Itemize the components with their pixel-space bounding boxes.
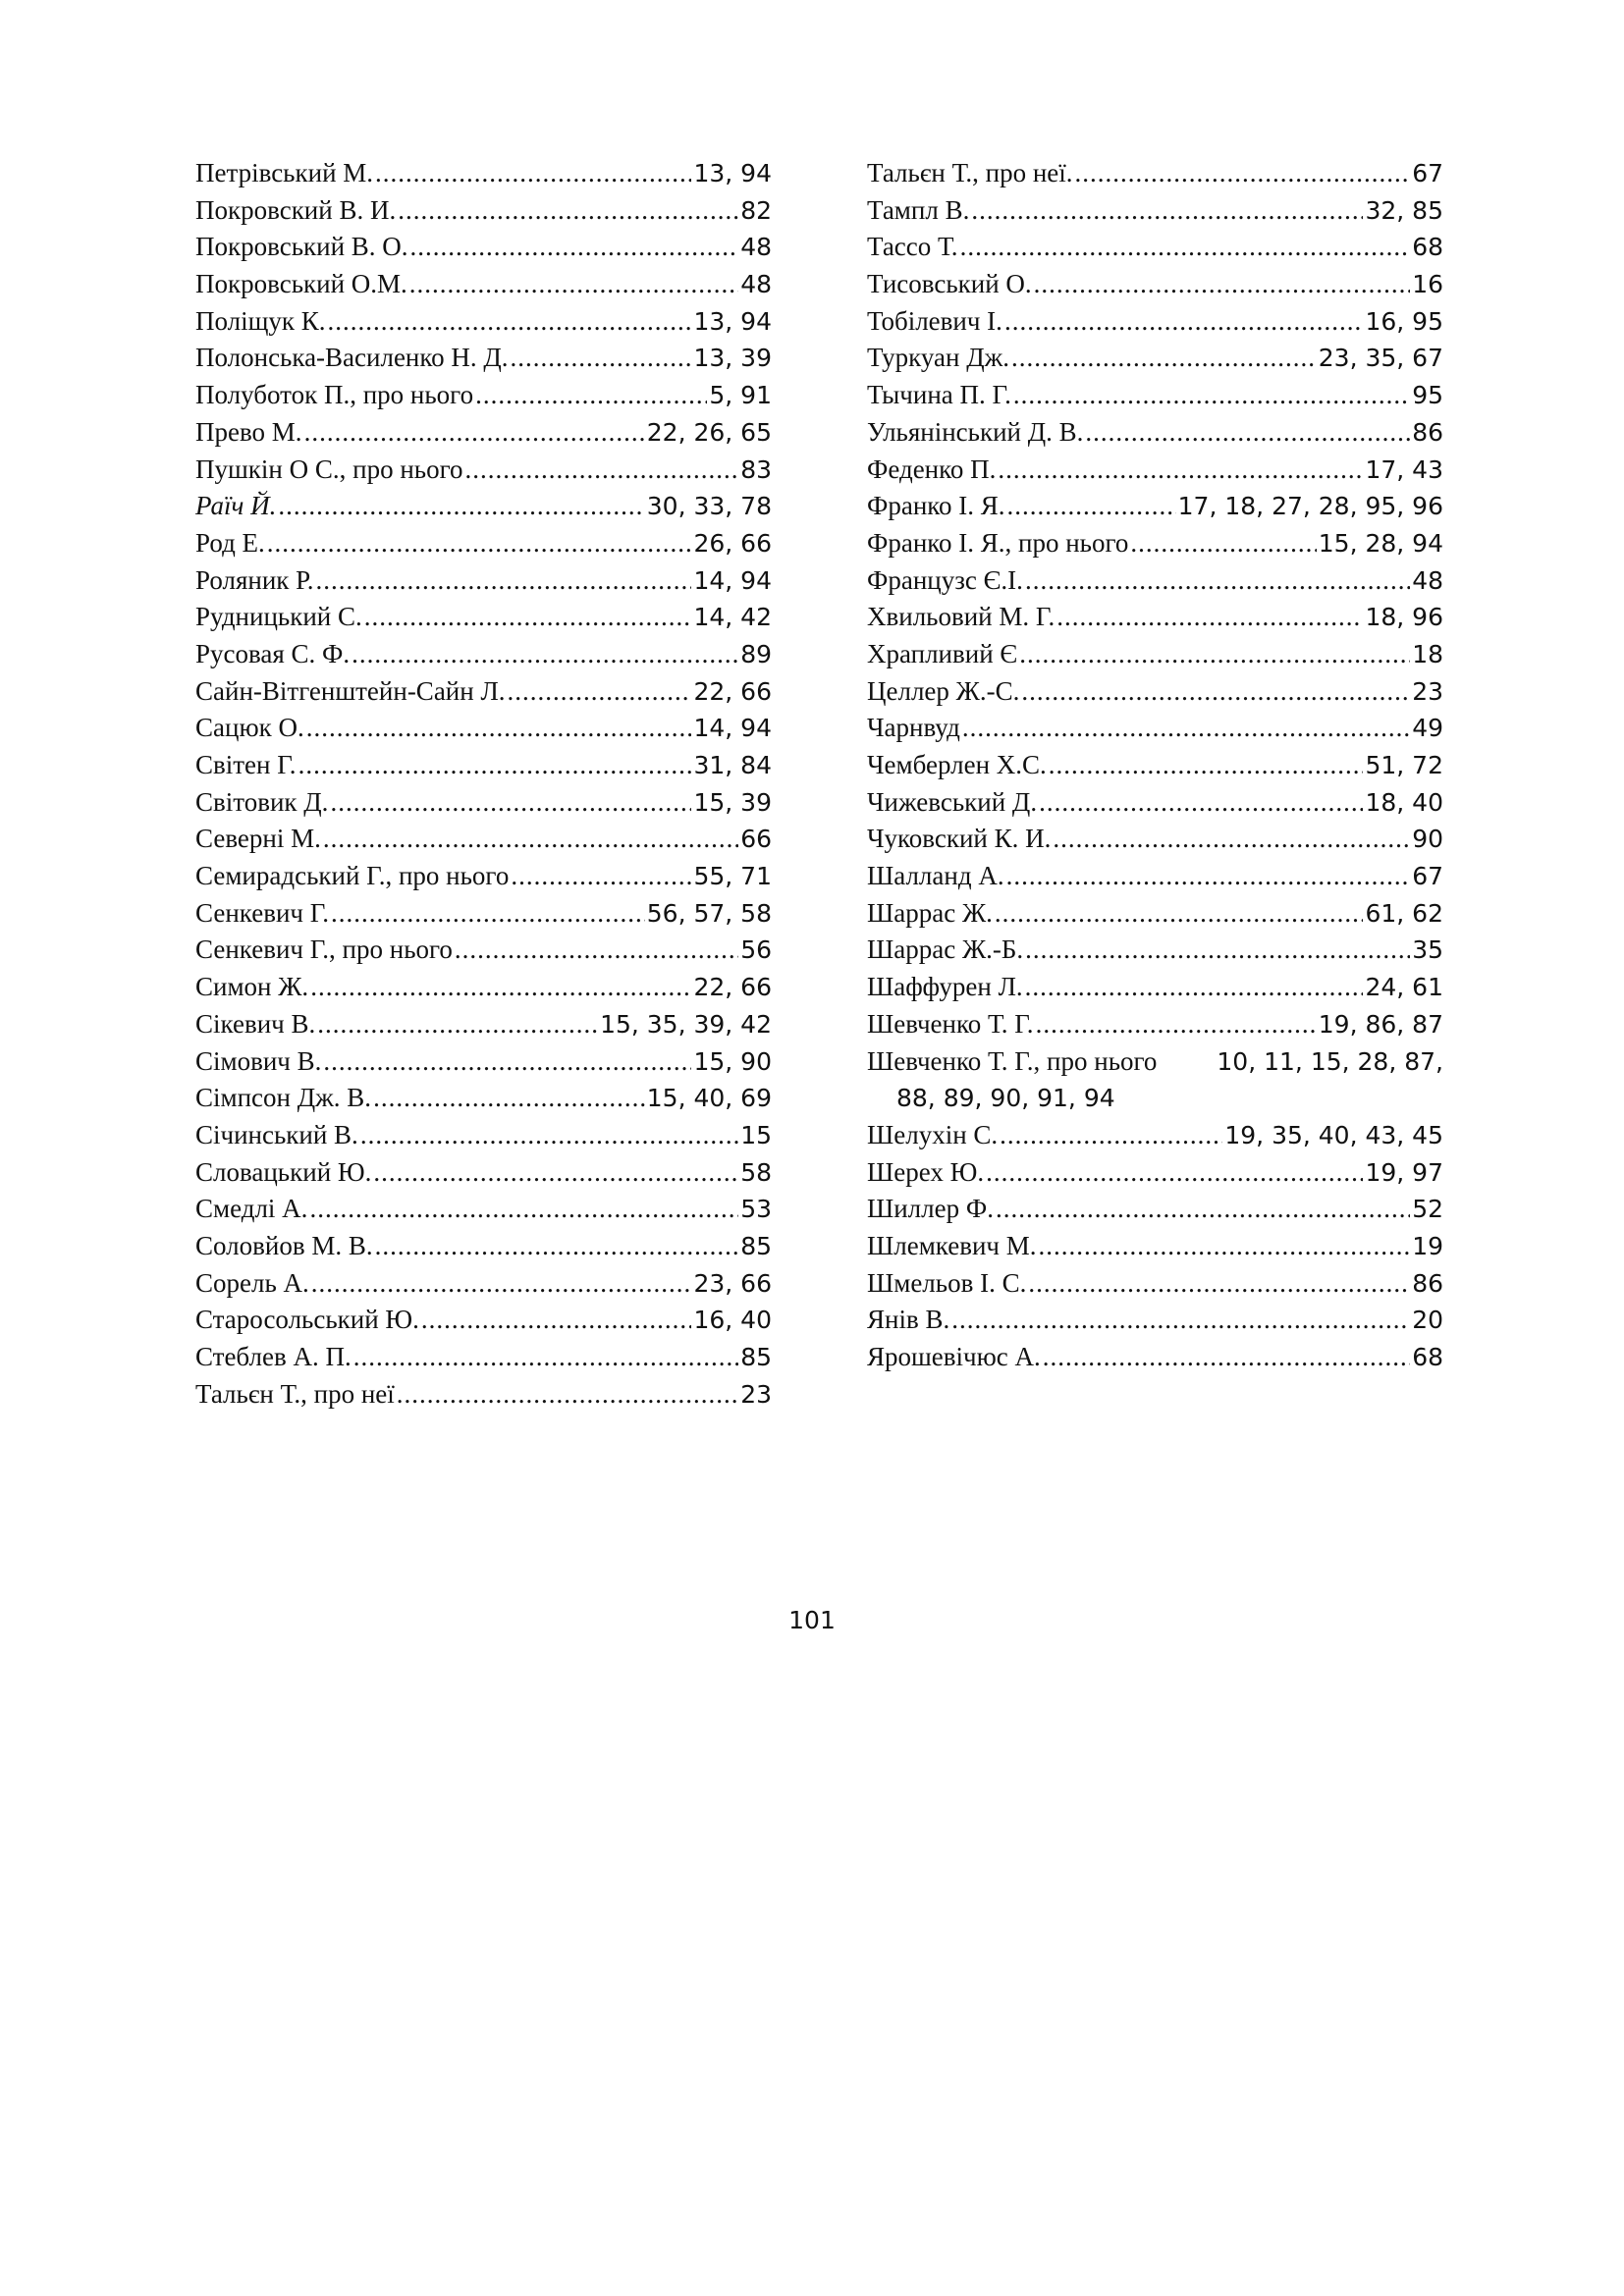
index-entry bbox=[195, 525, 772, 562]
entry-pages: 15, 35, 39, 42 bbox=[600, 1009, 772, 1039]
leader-dots bbox=[996, 1191, 1410, 1228]
entry-name: Шаффурен Л. bbox=[867, 972, 1023, 1002]
index-entry bbox=[195, 932, 772, 969]
entry-name: Северні М. bbox=[195, 824, 321, 854]
entry-name: Світовик Д. bbox=[195, 786, 329, 817]
leader-dots bbox=[352, 636, 738, 673]
index-entry bbox=[867, 155, 1443, 192]
entry-name: Чижевський Д. bbox=[867, 786, 1038, 817]
entry-name: Січинський В. bbox=[195, 1119, 358, 1149]
index-entry bbox=[867, 1191, 1443, 1228]
entry-name: Семирадський Г., про нього bbox=[195, 861, 510, 891]
leader-dots bbox=[310, 969, 691, 1006]
leader-dots bbox=[1025, 562, 1410, 600]
entry-pages: 18, 40 bbox=[1365, 787, 1443, 817]
leader-dots bbox=[1004, 303, 1364, 341]
entry-name: Тальєн Т., про неї. bbox=[867, 158, 1073, 187]
leader-dots bbox=[1006, 858, 1411, 895]
entry-name: Франко І. Я. bbox=[867, 491, 1005, 521]
leader-dots bbox=[1085, 414, 1410, 452]
entry-pages: 48 bbox=[740, 233, 772, 262]
entry-pages: 16 bbox=[1412, 270, 1443, 299]
entry-name: Феденко П. bbox=[867, 454, 997, 484]
index-entry bbox=[867, 229, 1443, 266]
entry-pages: 13, 94 bbox=[693, 306, 772, 336]
index-entry bbox=[195, 784, 772, 822]
leader-dots bbox=[1056, 599, 1363, 636]
entry-pages: 51, 72 bbox=[1365, 751, 1443, 779]
leader-dots bbox=[1025, 969, 1364, 1006]
entry-pages: 23, 35, 67 bbox=[1318, 344, 1443, 373]
index-entry bbox=[195, 562, 772, 600]
entry-name: Чуковский К. И. bbox=[867, 824, 1052, 854]
entry-pages: 5, 91 bbox=[709, 381, 772, 410]
index-entry bbox=[195, 1339, 772, 1376]
index-entry bbox=[195, 1191, 772, 1228]
index-entry bbox=[867, 340, 1443, 377]
entry-name: Тисовський О. bbox=[867, 269, 1032, 299]
index-entry bbox=[195, 969, 772, 1006]
leader-dots bbox=[464, 452, 738, 489]
leader-dots bbox=[1036, 1006, 1317, 1043]
index-entry bbox=[867, 599, 1443, 636]
entry-pages: 22, 66 bbox=[693, 973, 772, 1002]
entry-pages: 83 bbox=[740, 454, 772, 484]
entry-pages: 85 bbox=[740, 1231, 772, 1260]
entry-name: Туркуан Дж. bbox=[867, 343, 1010, 373]
leader-dots bbox=[455, 932, 738, 969]
index-entry bbox=[867, 710, 1443, 747]
entry-name: Шерех Ю. bbox=[867, 1156, 985, 1187]
entry-name: Шаррас Ж. bbox=[867, 897, 993, 928]
entry-pages: 15, 28, 94 bbox=[1318, 528, 1443, 558]
leader-dots bbox=[398, 192, 738, 230]
entry-pages: 85 bbox=[740, 1343, 772, 1371]
entry-name: Покровський О.М. bbox=[195, 269, 407, 299]
entry-pages: 67 bbox=[1412, 862, 1443, 891]
leader-dots bbox=[328, 303, 692, 341]
entry-pages: 53 bbox=[740, 1195, 772, 1224]
leader-dots bbox=[1000, 1117, 1222, 1154]
index-entry bbox=[195, 673, 772, 711]
leader-dots bbox=[397, 1376, 738, 1414]
index-entry bbox=[195, 229, 772, 266]
leader-dots bbox=[317, 1006, 598, 1043]
entry-pages: 15, 39 bbox=[693, 787, 772, 817]
index-entry bbox=[195, 821, 772, 858]
entry-name: Шевченко Т. Г., про нього bbox=[867, 1045, 1158, 1076]
entry-pages: 19, 35, 40, 43, 45 bbox=[1224, 1120, 1443, 1149]
leader-dots bbox=[971, 192, 1363, 230]
index-entry bbox=[867, 488, 1443, 525]
leader-dots bbox=[1021, 673, 1410, 711]
index-entry bbox=[867, 673, 1443, 711]
leader-dots bbox=[373, 1154, 738, 1192]
index-entry bbox=[867, 895, 1443, 933]
entry-pages: 66 bbox=[740, 825, 772, 854]
entry-pages: 16, 40 bbox=[693, 1306, 772, 1335]
entry-pages: 56, 57, 58 bbox=[646, 898, 772, 928]
index-entry bbox=[867, 1228, 1443, 1265]
entry-pages: 61, 62 bbox=[1365, 898, 1443, 928]
index-entry bbox=[195, 1154, 772, 1192]
index-entry bbox=[867, 414, 1443, 452]
entry-pages: 14, 94 bbox=[693, 565, 772, 595]
entry-name: Рудницький С. bbox=[195, 602, 362, 632]
entry-name: Сорель А. bbox=[195, 1267, 309, 1298]
entry-pages: 58 bbox=[740, 1157, 772, 1187]
index-entry bbox=[195, 340, 772, 377]
entry-pages: 90 bbox=[1412, 825, 1443, 854]
index-entry bbox=[867, 969, 1443, 1006]
leader-dots bbox=[962, 710, 1410, 747]
leader-dots bbox=[373, 1080, 645, 1117]
entry-pages: 31, 84 bbox=[693, 751, 772, 779]
entry-pages-continued: 88, 89, 90, 91, 94 bbox=[896, 1084, 1115, 1113]
entry-name: Тобілевич І. bbox=[867, 305, 1002, 336]
index-entry bbox=[867, 1265, 1443, 1303]
leader-dots bbox=[267, 525, 692, 562]
entry-name: Покровський В. О. bbox=[195, 232, 408, 262]
index-entry bbox=[867, 1154, 1443, 1192]
entry-name: Пушкін О С., про нього bbox=[195, 454, 463, 484]
leader-dots bbox=[1043, 1339, 1410, 1376]
leader-dots bbox=[360, 1117, 738, 1154]
entry-name: Ярошевічюс А. bbox=[867, 1342, 1041, 1371]
index-entry bbox=[195, 1117, 772, 1154]
leader-dots bbox=[1130, 525, 1316, 562]
leader-dots bbox=[1011, 340, 1317, 377]
leader-dots bbox=[1019, 636, 1410, 673]
entry-name: Раїч Й. bbox=[195, 491, 277, 521]
leader-dots bbox=[508, 673, 692, 711]
entry-name: Французс Є.І. bbox=[867, 564, 1023, 595]
index-entry bbox=[867, 266, 1443, 303]
leader-dots bbox=[1028, 1265, 1410, 1303]
index-entry bbox=[867, 452, 1443, 489]
entry-name: Старосольський Ю. bbox=[195, 1305, 419, 1335]
entry-name: Франко І. Я., про нього bbox=[867, 527, 1129, 558]
entry-name: Целлер Ж.-С. bbox=[867, 675, 1020, 706]
index-entry bbox=[195, 1080, 772, 1117]
entry-name: Прево М. bbox=[195, 416, 302, 447]
index-column-right bbox=[867, 155, 1443, 1376]
leader-dots bbox=[1039, 1228, 1411, 1265]
entry-pages: 16, 95 bbox=[1365, 306, 1443, 336]
index-entry bbox=[867, 192, 1443, 230]
leader-dots bbox=[323, 1043, 691, 1081]
index-entry bbox=[867, 1043, 1443, 1117]
index-entry bbox=[195, 1006, 772, 1043]
leader-dots bbox=[986, 1154, 1363, 1192]
entry-pages: 15, 90 bbox=[693, 1046, 772, 1076]
entry-name: Тассо Т. bbox=[867, 232, 958, 262]
index-entry bbox=[195, 636, 772, 673]
entry-pages: 15, 40, 69 bbox=[646, 1084, 772, 1113]
entry-pages: 19 bbox=[1412, 1231, 1443, 1260]
leader-dots bbox=[409, 266, 738, 303]
entry-name: Чарнвуд bbox=[867, 713, 960, 743]
leader-dots bbox=[998, 452, 1363, 489]
leader-dots bbox=[278, 488, 644, 525]
leader-dots bbox=[309, 1191, 738, 1228]
entry-name: Шмельов І. С. bbox=[867, 1267, 1027, 1298]
entry-name: Світен Г. bbox=[195, 750, 297, 779]
entry-name: Род Е. bbox=[195, 527, 265, 558]
leader-dots bbox=[311, 1265, 692, 1303]
entry-name: Симон Ж. bbox=[195, 972, 309, 1002]
entry-pages: 24, 61 bbox=[1365, 973, 1443, 1002]
index-entry bbox=[195, 488, 772, 525]
leader-dots bbox=[306, 710, 692, 747]
index-entry bbox=[195, 710, 772, 747]
index-entry bbox=[867, 821, 1443, 858]
entry-pages: 15 bbox=[740, 1120, 772, 1149]
entry-name: Храпливий Є bbox=[867, 638, 1018, 668]
leader-dots bbox=[1075, 155, 1411, 192]
entry-name: Янів В. bbox=[867, 1305, 950, 1335]
entry-name: Смедлі А. bbox=[195, 1194, 308, 1224]
leader-dots bbox=[951, 1302, 1410, 1339]
index-entry bbox=[867, 525, 1443, 562]
entry-pages: 10, 11, 15, 28, 87, bbox=[1217, 1046, 1443, 1076]
entry-pages: 48 bbox=[1412, 565, 1443, 595]
entry-name: Хвильовий М. Г. bbox=[867, 602, 1056, 632]
entry-pages: 22, 26, 65 bbox=[646, 417, 772, 447]
leader-dots bbox=[316, 562, 692, 600]
leader-dots bbox=[960, 229, 1411, 266]
entry-name: Шевченко Т. Г. bbox=[867, 1008, 1034, 1039]
entry-pages: 18 bbox=[1412, 639, 1443, 668]
entry-name: Покровский В. И. bbox=[195, 194, 397, 225]
index-entry bbox=[867, 932, 1443, 969]
entry-pages: 86 bbox=[1412, 417, 1443, 447]
leader-dots bbox=[364, 599, 692, 636]
index-entry bbox=[195, 1376, 772, 1414]
entry-name: Петрівський М. bbox=[195, 158, 374, 187]
index-entry bbox=[867, 858, 1443, 895]
entry-name: Тальєн Т., про неї bbox=[195, 1378, 395, 1409]
index-entry bbox=[195, 858, 772, 895]
index-entry bbox=[195, 377, 772, 414]
entry-pages: 52 bbox=[1412, 1195, 1443, 1224]
leader-dots bbox=[331, 895, 645, 933]
entry-pages: 13, 94 bbox=[693, 159, 772, 187]
entry-pages: 95 bbox=[1412, 381, 1443, 410]
entry-name: Словацький Ю. bbox=[195, 1156, 372, 1187]
entry-name: Шелухін С. bbox=[867, 1119, 999, 1149]
index-entry bbox=[195, 1043, 772, 1081]
leader-dots bbox=[304, 414, 645, 452]
index-entry bbox=[867, 1006, 1443, 1043]
leader-dots bbox=[353, 1339, 738, 1376]
entry-pages: 14, 94 bbox=[693, 714, 772, 743]
leader-dots bbox=[1034, 266, 1411, 303]
entry-name: Шиллер Ф. bbox=[867, 1194, 994, 1224]
entry-pages: 17, 43 bbox=[1365, 454, 1443, 484]
entry-pages: 17, 18, 27, 28, 95, 96 bbox=[1177, 492, 1443, 521]
leader-dots bbox=[1013, 377, 1410, 414]
index-entry bbox=[195, 895, 772, 933]
entry-pages: 68 bbox=[1412, 1343, 1443, 1371]
entry-name: Шалланд А. bbox=[867, 861, 1004, 891]
leader-dots bbox=[1007, 488, 1176, 525]
entry-pages: 86 bbox=[1412, 1268, 1443, 1298]
entry-name: Чемберлен Х.С. bbox=[867, 750, 1047, 779]
index-entry bbox=[867, 377, 1443, 414]
entry-name: Сайн-Вітгенштейн-Сайн Л. bbox=[195, 675, 506, 706]
entry-name: Тампл В. bbox=[867, 194, 970, 225]
entry-pages: 67 bbox=[1412, 159, 1443, 187]
page-number: 101 bbox=[788, 1606, 836, 1634]
entry-pages: 82 bbox=[740, 195, 772, 225]
leader-dots bbox=[511, 858, 691, 895]
entry-pages: 55, 71 bbox=[693, 862, 772, 891]
entry-name: Сікевич В. bbox=[195, 1008, 316, 1039]
index-entry bbox=[195, 599, 772, 636]
entry-pages: 23 bbox=[740, 1379, 772, 1409]
index-entry bbox=[195, 747, 772, 784]
leader-dots bbox=[410, 229, 739, 266]
leader-dots bbox=[1025, 932, 1410, 969]
entry-pages: 14, 42 bbox=[693, 603, 772, 632]
leader-dots bbox=[511, 340, 692, 377]
leader-dots bbox=[298, 747, 692, 784]
leader-dots bbox=[1053, 821, 1410, 858]
index-entry bbox=[195, 1228, 772, 1265]
entry-pages: 35 bbox=[1412, 935, 1443, 965]
entry-name: Поліщук К. bbox=[195, 305, 326, 336]
leader-dots bbox=[995, 895, 1364, 933]
entry-name: Ульянінський Д. В. bbox=[867, 416, 1084, 447]
entry-pages: 89 bbox=[740, 639, 772, 668]
index-entry bbox=[195, 1302, 772, 1339]
entry-name: Сімпсон Дж. В. bbox=[195, 1083, 372, 1113]
index-entry bbox=[867, 1339, 1443, 1376]
index-entry bbox=[867, 562, 1443, 600]
index-entry bbox=[867, 1117, 1443, 1154]
entry-name: Сенкевич Г. bbox=[195, 897, 330, 928]
entry-pages: 18, 96 bbox=[1365, 603, 1443, 632]
entry-name: Полуботок П., про нього bbox=[195, 380, 474, 410]
leader-dots bbox=[475, 377, 707, 414]
leader-dots bbox=[323, 821, 738, 858]
leader-dots bbox=[330, 784, 691, 822]
index-entry bbox=[867, 784, 1443, 822]
index-entry bbox=[867, 303, 1443, 341]
entry-name: Сацюк О. bbox=[195, 713, 304, 743]
entry-pages: 49 bbox=[1412, 714, 1443, 743]
leader-dots bbox=[421, 1302, 692, 1339]
leader-dots bbox=[1049, 747, 1364, 784]
leader-dots bbox=[1039, 784, 1363, 822]
index-column-left bbox=[195, 155, 772, 1413]
index-entry bbox=[195, 452, 772, 489]
entry-pages: 19, 97 bbox=[1365, 1157, 1443, 1187]
index-entry bbox=[195, 1265, 772, 1303]
index-entry bbox=[867, 636, 1443, 673]
index-entry bbox=[195, 266, 772, 303]
entry-name: Шаррас Ж.-Б. bbox=[867, 934, 1024, 965]
entry-pages: 48 bbox=[740, 270, 772, 299]
leader-dots bbox=[375, 1228, 739, 1265]
index-entry bbox=[867, 747, 1443, 784]
entry-pages: 19, 86, 87 bbox=[1318, 1009, 1443, 1039]
leader-dots bbox=[375, 155, 691, 192]
entry-name: Полонська-Василенко Н. Д. bbox=[195, 343, 509, 373]
entry-pages: 23, 66 bbox=[693, 1268, 772, 1298]
index-entry bbox=[195, 192, 772, 230]
entry-pages: 22, 66 bbox=[693, 676, 772, 706]
index-entry bbox=[195, 414, 772, 452]
entry-pages: 56 bbox=[740, 935, 772, 965]
entry-pages: 13, 39 bbox=[693, 344, 772, 373]
entry-name: Роляник Р. bbox=[195, 564, 314, 595]
entry-name: Русовая С. Ф. bbox=[195, 638, 351, 668]
entry-pages: 20 bbox=[1412, 1306, 1443, 1335]
entry-pages: 26, 66 bbox=[693, 528, 772, 558]
entry-name: Шлемкевич М. bbox=[867, 1230, 1037, 1260]
index-entry bbox=[195, 155, 772, 192]
entry-pages: 30, 33, 78 bbox=[646, 492, 772, 521]
entry-name: Стеблев А. П. bbox=[195, 1342, 352, 1371]
index-entry bbox=[867, 1302, 1443, 1339]
entry-pages: 23 bbox=[1412, 676, 1443, 706]
entry-name: Сенкевич Г., про нього bbox=[195, 934, 453, 965]
entry-pages: 32, 85 bbox=[1365, 195, 1443, 225]
entry-name: Сімович В. bbox=[195, 1045, 322, 1076]
entry-name: Тычина П. Г. bbox=[867, 380, 1011, 410]
entry-pages: 68 bbox=[1412, 233, 1443, 262]
entry-name: Соловйов М. В. bbox=[195, 1230, 373, 1260]
index-entry bbox=[195, 303, 772, 341]
